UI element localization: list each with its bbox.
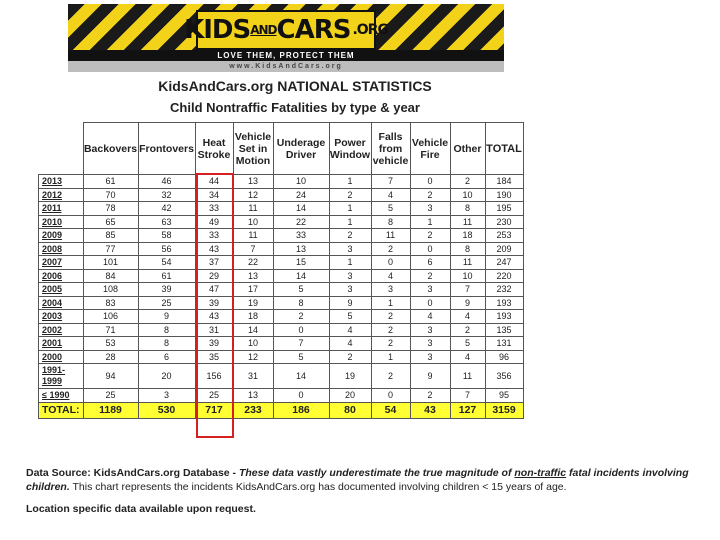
value-cell: 230 (485, 215, 523, 229)
header-frontovers: Frontovers (138, 123, 195, 175)
value-cell: 29 (195, 269, 233, 283)
value-cell: 131 (485, 337, 523, 351)
value-cell: 43 (195, 242, 233, 256)
value-cell: 1 (371, 296, 410, 310)
year-cell: 2013 (39, 175, 84, 189)
value-cell: 2 (450, 323, 485, 337)
value-cell: 22 (233, 256, 273, 270)
value-cell: 4 (450, 350, 485, 364)
value-cell: 356 (485, 364, 523, 389)
value-cell: 5 (329, 310, 371, 324)
value-cell: 31 (233, 364, 273, 389)
value-cell: 39 (138, 283, 195, 297)
table-row (39, 283, 524, 297)
value-cell: 46 (138, 175, 195, 189)
value-cell: 96 (485, 350, 523, 364)
value-cell: 135 (485, 323, 523, 337)
year-cell: 2000 (39, 350, 84, 364)
fatalities-table (38, 122, 524, 419)
table-row (39, 229, 524, 243)
year-cell: 2011 (39, 202, 84, 216)
value-cell: 12 (233, 350, 273, 364)
value-cell: 3 (410, 337, 450, 351)
disclaimer-part-a: These data vastly underestimate the true magnitude of (238, 467, 515, 479)
year-cell: 2004 (39, 296, 84, 310)
logo-org: .ORG (352, 22, 388, 38)
value-cell: 33 (273, 229, 329, 243)
value-cell: 2 (329, 350, 371, 364)
year-cell: 2012 (39, 188, 84, 202)
value-cell: 2 (329, 229, 371, 243)
value-cell: 0 (410, 175, 450, 189)
value-cell: 195 (485, 202, 523, 216)
value-cell: 1 (371, 350, 410, 364)
table-row (39, 389, 524, 403)
value-cell: 10 (233, 215, 273, 229)
header-power-window: Power Window (329, 123, 371, 175)
value-cell: 11 (233, 229, 273, 243)
value-cell: 193 (485, 296, 523, 310)
value-cell: 8 (450, 202, 485, 216)
value-cell: 77 (83, 242, 138, 256)
total-cell: 54 (371, 402, 410, 418)
value-cell: 18 (233, 310, 273, 324)
year-cell: 2010 (39, 215, 84, 229)
value-cell: 10 (450, 269, 485, 283)
value-cell: 8 (273, 296, 329, 310)
value-cell: 78 (83, 202, 138, 216)
value-cell: 1 (329, 202, 371, 216)
value-cell: 2 (410, 229, 450, 243)
year-cell: 2003 (39, 310, 84, 324)
value-cell: 49 (195, 215, 233, 229)
value-cell: 9 (329, 296, 371, 310)
page-title: KidsAndCars.org NATIONAL STATISTICS (158, 78, 432, 94)
logo-cars: CARS (276, 15, 351, 45)
header-other: Other (450, 123, 485, 175)
value-cell: 2 (410, 188, 450, 202)
value-cell: 25 (83, 389, 138, 403)
value-cell: 2 (329, 188, 371, 202)
value-cell: 2 (371, 323, 410, 337)
value-cell: 54 (138, 256, 195, 270)
value-cell: 2 (450, 175, 485, 189)
value-cell: 11 (371, 229, 410, 243)
logo-kids: KIDS (184, 15, 251, 45)
value-cell: 3 (410, 283, 450, 297)
chart-description: This chart represents the incidents KidsAndCars.org has documented involving children < 15 years of age. (69, 481, 567, 493)
kidsandcars-banner (68, 4, 504, 72)
year-cell: 2005 (39, 283, 84, 297)
total-cell: 43 (410, 402, 450, 418)
value-cell: 10 (273, 175, 329, 189)
year-cell: 1991-1999 (39, 364, 84, 389)
value-cell: 3 (410, 350, 450, 364)
totals-label: TOTAL: (39, 402, 84, 418)
value-cell: 35 (195, 350, 233, 364)
value-cell: 1 (329, 175, 371, 189)
value-cell: 18 (450, 229, 485, 243)
header-falls-from-vehicle: Falls from vehicle (371, 123, 410, 175)
table-row (39, 215, 524, 229)
value-cell: 14 (273, 364, 329, 389)
value-cell: 4 (450, 310, 485, 324)
value-cell: 5 (450, 337, 485, 351)
value-cell: 56 (138, 242, 195, 256)
value-cell: 4 (371, 188, 410, 202)
value-cell: 0 (273, 323, 329, 337)
value-cell: 7 (371, 175, 410, 189)
header-underage-driver: Underage Driver (273, 123, 329, 175)
header-heat-stroke: Heat Stroke (195, 123, 233, 175)
total-cell: 186 (273, 402, 329, 418)
header-vehicle-set-in-motion: Vehicle Set in Motion (233, 123, 273, 175)
data-source-label: Data Source: KidsAndCars.org Database - (26, 467, 239, 479)
value-cell: 7 (450, 389, 485, 403)
value-cell: 4 (410, 310, 450, 324)
value-cell: 61 (138, 269, 195, 283)
value-cell: 3 (329, 283, 371, 297)
value-cell: 43 (195, 310, 233, 324)
disclaimer-non-traffic: non-traffic (514, 467, 567, 479)
table-header-row (39, 123, 524, 175)
value-cell: 2 (371, 364, 410, 389)
value-cell: 12 (233, 188, 273, 202)
table-row (39, 296, 524, 310)
value-cell: 17 (233, 283, 273, 297)
value-cell: 3 (410, 202, 450, 216)
table-row (39, 350, 524, 364)
value-cell: 2 (371, 337, 410, 351)
value-cell: 253 (485, 229, 523, 243)
value-cell: 31 (195, 323, 233, 337)
header-vehicle-fire: Vehicle Fire (410, 123, 450, 175)
value-cell: 7 (273, 337, 329, 351)
value-cell: 3 (410, 323, 450, 337)
value-cell: 19 (233, 296, 273, 310)
value-cell: 1 (329, 215, 371, 229)
value-cell: 33 (195, 202, 233, 216)
total-cell: 127 (450, 402, 485, 418)
value-cell: 2 (371, 310, 410, 324)
value-cell: 11 (450, 215, 485, 229)
year-cell: 2007 (39, 256, 84, 270)
kidsandcars-logo (184, 10, 388, 50)
total-cell: 717 (195, 402, 233, 418)
value-cell: 3 (329, 242, 371, 256)
value-cell: 9 (450, 296, 485, 310)
value-cell: 14 (233, 323, 273, 337)
value-cell: 5 (371, 202, 410, 216)
year-cell: 2009 (39, 229, 84, 243)
value-cell: 9 (410, 364, 450, 389)
value-cell: 232 (485, 283, 523, 297)
value-cell: 14 (273, 269, 329, 283)
value-cell: 6 (138, 350, 195, 364)
value-cell: 2 (371, 242, 410, 256)
value-cell: 37 (195, 256, 233, 270)
value-cell: 101 (83, 256, 138, 270)
value-cell: 65 (83, 215, 138, 229)
year-cell: 2001 (39, 337, 84, 351)
value-cell: 32 (138, 188, 195, 202)
year-header (39, 123, 84, 175)
value-cell: 13 (233, 175, 273, 189)
total-cell: 530 (138, 402, 195, 418)
value-cell: 7 (233, 242, 273, 256)
value-cell: 156 (195, 364, 233, 389)
table-row (39, 337, 524, 351)
value-cell: 42 (138, 202, 195, 216)
value-cell: 39 (195, 337, 233, 351)
table-row (39, 242, 524, 256)
value-cell: 0 (410, 242, 450, 256)
value-cell: 39 (195, 296, 233, 310)
value-cell: 190 (485, 188, 523, 202)
availability-note: Location specific data available upon request. (26, 503, 256, 515)
value-cell: 0 (371, 256, 410, 270)
value-cell: 28 (83, 350, 138, 364)
value-cell: 2 (410, 389, 450, 403)
total-cell: 233 (233, 402, 273, 418)
banner-tagline: LOVE THEM, PROTECT THEM (68, 50, 504, 61)
table-row (39, 310, 524, 324)
value-cell: 11 (450, 364, 485, 389)
value-cell: 13 (233, 269, 273, 283)
value-cell: 71 (83, 323, 138, 337)
value-cell: 11 (233, 202, 273, 216)
value-cell: 47 (195, 283, 233, 297)
value-cell: 1 (410, 215, 450, 229)
value-cell: 25 (138, 296, 195, 310)
value-cell: 3 (371, 283, 410, 297)
value-cell: 4 (329, 323, 371, 337)
value-cell: 4 (329, 337, 371, 351)
value-cell: 8 (371, 215, 410, 229)
value-cell: 2 (410, 269, 450, 283)
value-cell: 184 (485, 175, 523, 189)
value-cell: 53 (83, 337, 138, 351)
year-cell: 2006 (39, 269, 84, 283)
value-cell: 220 (485, 269, 523, 283)
value-cell: 94 (83, 364, 138, 389)
value-cell: 85 (83, 229, 138, 243)
value-cell: 70 (83, 188, 138, 202)
value-cell: 15 (273, 256, 329, 270)
value-cell: 19 (329, 364, 371, 389)
disclaimer-part-b: fatal incidents involving children. (26, 467, 689, 493)
table-row (39, 364, 524, 389)
value-cell: 10 (450, 188, 485, 202)
table-row (39, 188, 524, 202)
table-row (39, 175, 524, 189)
value-cell: 22 (273, 215, 329, 229)
value-cell: 11 (450, 256, 485, 270)
value-cell: 3 (329, 269, 371, 283)
table-row (39, 323, 524, 337)
value-cell: 0 (410, 296, 450, 310)
value-cell: 9 (138, 310, 195, 324)
value-cell: 58 (138, 229, 195, 243)
value-cell: 193 (485, 310, 523, 324)
table-row (39, 269, 524, 283)
total-cell: 3159 (485, 402, 523, 418)
value-cell: 7 (450, 283, 485, 297)
year-cell: 2002 (39, 323, 84, 337)
value-cell: 3 (138, 389, 195, 403)
value-cell: 5 (273, 283, 329, 297)
value-cell: 84 (83, 269, 138, 283)
value-cell: 8 (138, 337, 195, 351)
value-cell: 20 (138, 364, 195, 389)
value-cell: 34 (195, 188, 233, 202)
table-body (39, 175, 524, 419)
value-cell: 8 (138, 323, 195, 337)
value-cell: 13 (233, 389, 273, 403)
year-cell: ≤ 1990 (39, 389, 84, 403)
value-cell: 83 (83, 296, 138, 310)
year-cell: 2008 (39, 242, 84, 256)
table-row (39, 256, 524, 270)
header-total: TOTAL (485, 123, 523, 175)
value-cell: 14 (273, 202, 329, 216)
value-cell: 44 (195, 175, 233, 189)
value-cell: 0 (273, 389, 329, 403)
value-cell: 10 (233, 337, 273, 351)
totals-row (39, 402, 524, 418)
value-cell: 5 (273, 350, 329, 364)
value-cell: 106 (83, 310, 138, 324)
header-backovers: Backovers (83, 123, 138, 175)
total-cell: 80 (329, 402, 371, 418)
value-cell: 33 (195, 229, 233, 243)
value-cell: 0 (371, 389, 410, 403)
value-cell: 247 (485, 256, 523, 270)
banner-url: www.KidsAndCars.org (68, 61, 504, 72)
value-cell: 61 (83, 175, 138, 189)
footer (26, 466, 706, 516)
value-cell: 24 (273, 188, 329, 202)
value-cell: 95 (485, 389, 523, 403)
value-cell: 25 (195, 389, 233, 403)
value-cell: 4 (371, 269, 410, 283)
value-cell: 8 (450, 242, 485, 256)
table-row (39, 202, 524, 216)
value-cell: 20 (329, 389, 371, 403)
logo-and: AND (250, 23, 277, 37)
value-cell: 1 (329, 256, 371, 270)
value-cell: 209 (485, 242, 523, 256)
value-cell: 63 (138, 215, 195, 229)
total-cell: 1189 (83, 402, 138, 418)
value-cell: 6 (410, 256, 450, 270)
value-cell: 13 (273, 242, 329, 256)
page-subtitle: Child Nontraffic Fatalities by type & year (170, 100, 420, 115)
data-source-note (26, 466, 706, 494)
value-cell: 2 (273, 310, 329, 324)
value-cell: 108 (83, 283, 138, 297)
